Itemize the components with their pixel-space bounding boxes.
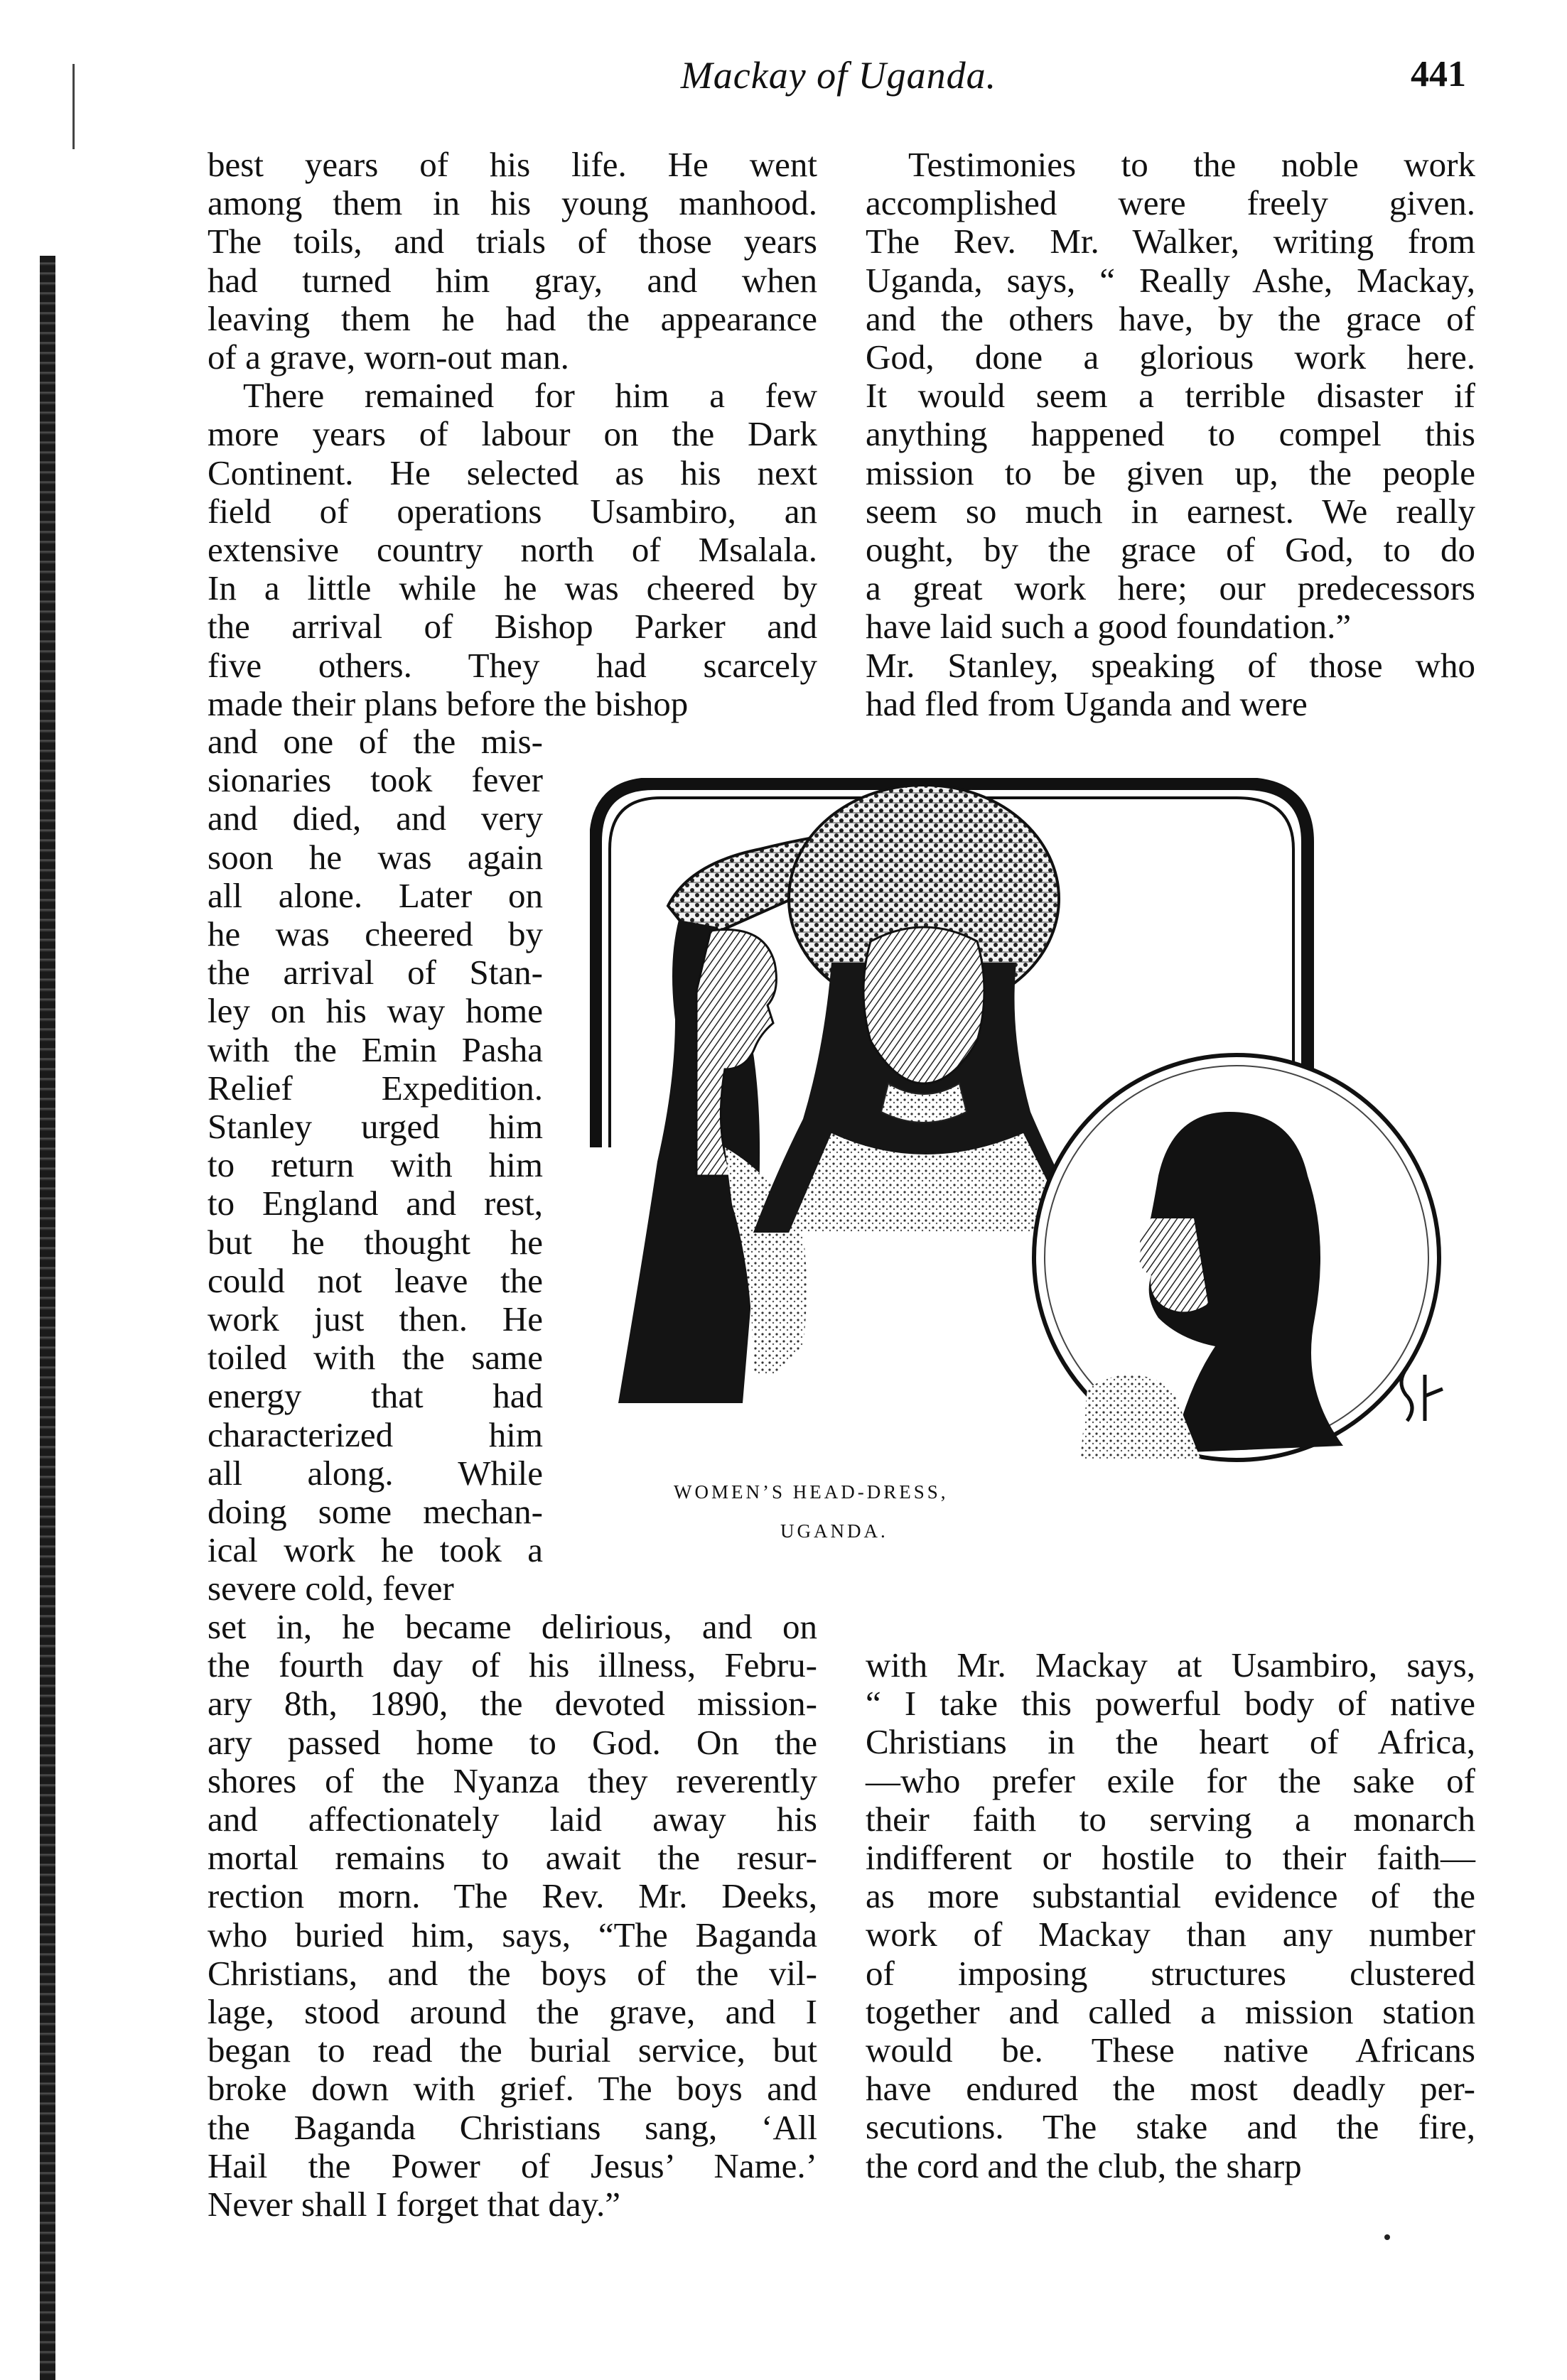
text-line: severe cold, fever: [208, 1569, 454, 1608]
text-line: he was cheered by: [208, 914, 543, 953]
text-line: lage, stood around the grave, and I: [208, 1992, 817, 2031]
text-line: the cord and the club, the sharp: [866, 2146, 1302, 2185]
text-line: with Mr. Mackay at Usambiro, says,: [866, 1645, 1475, 1684]
text-line: more years of labour on the Dark: [208, 414, 817, 454]
text-line: with the Emin Pasha: [208, 1029, 543, 1069]
text-line: five others. They had scarcely: [208, 645, 817, 685]
text-line: but he thought he: [208, 1222, 543, 1262]
text-line: shores of the Nyanza they reverently: [208, 1760, 817, 1800]
text-line: the Baganda Christians sang, ‘All: [208, 2107, 817, 2147]
text-line: Christians, and the boys of the vil-: [208, 1953, 817, 1993]
text-line: who buried him, says, “The Baganda: [208, 1915, 817, 1954]
text-line: Relief Expedition.: [208, 1068, 543, 1108]
text-line: God, done a glorious work here.: [866, 337, 1475, 377]
text-line: field of operations Usambiro, an: [208, 491, 817, 531]
illustration-womens-head-dress: [590, 778, 1507, 1680]
text-line: There remained for him a few: [243, 376, 817, 416]
text-line: began to read the burial service, but: [208, 2030, 817, 2070]
text-line: all alone. Later on: [208, 875, 543, 915]
text-line: secutions. The stake and the fire,: [866, 2107, 1475, 2147]
text-line: characterized him: [208, 1415, 543, 1454]
text-line: Christians in the heart of Africa,: [866, 1722, 1475, 1762]
text-line: It would seem a terrible disaster if: [866, 376, 1475, 416]
text-line: Continent. He selected as his next: [208, 453, 817, 492]
text-line: and died, and very: [208, 799, 543, 838]
text-line: —who prefer exile for the sake of: [866, 1760, 1475, 1800]
text-line: ought, by the grace of God, to do: [866, 530, 1475, 569]
text-line: ley on his way home: [208, 991, 543, 1031]
text-line: In a little while he was cheered by: [208, 568, 817, 608]
text-line: best years of his life. He went: [208, 145, 817, 184]
text-line: would be. These native Africans: [866, 2030, 1475, 2070]
figure-caption-line-2: UGANDA.: [780, 1520, 888, 1542]
text-line: Uganda, says, “ Really Ashe, Mackay,: [866, 260, 1475, 300]
text-line: work just then. He: [208, 1299, 543, 1338]
text-line: Testimonies to the noble work: [908, 145, 1475, 184]
text-line: Never shall I forget that day.”: [208, 2185, 620, 2224]
text-line: and the others have, by the grace of: [866, 298, 1475, 338]
text-line: of imposing structures clustered: [866, 1953, 1475, 1993]
text-line: mission to be given up, the people: [866, 453, 1475, 492]
text-line: and one of the mis-: [208, 722, 543, 761]
text-line: Hail the Power of Jesus’ Name.’: [208, 2146, 817, 2185]
text-line: have laid such a good foundation.”: [866, 607, 1352, 647]
text-line: energy that had: [208, 1376, 543, 1416]
text-line: Mr. Stanley, speaking of those who: [866, 645, 1475, 685]
text-line: had turned him gray, and when: [208, 260, 817, 300]
binding-edge: [40, 256, 55, 2380]
text-line: to return with him: [208, 1145, 543, 1185]
text-line: The Rev. Mr. Walker, writing from: [866, 222, 1475, 261]
text-line: soon he was again: [208, 837, 543, 877]
text-line: set in, he became delirious, and on: [208, 1607, 817, 1646]
text-line: have endured the most deadly per-: [866, 2069, 1475, 2109]
text-line: rection morn. The Rev. Mr. Deeks,: [208, 1876, 817, 1916]
text-line: the arrival of Stan-: [208, 953, 543, 992]
binding-mark: [72, 64, 75, 149]
text-line: extensive country north of Msalala.: [208, 530, 817, 569]
text-line: indifferent or hostile to their faith—: [866, 1838, 1475, 1877]
text-line: as more substantial evidence of the: [866, 1876, 1475, 1916]
text-line: accomplished were freely given.: [866, 183, 1475, 223]
text-line: “ I take this powerful body of native: [866, 1684, 1475, 1724]
woman-medallion-figure: [1034, 1055, 1439, 1460]
text-line: of a grave, worn-out man.: [208, 337, 569, 377]
text-line: work of Mackay than any number: [866, 1915, 1475, 1954]
text-line: could not leave the: [208, 1260, 543, 1300]
ink-speck: [1384, 2234, 1390, 2240]
text-line: leaving them he had the appearance: [208, 298, 817, 338]
text-line: among them in his young manhood.: [208, 183, 817, 223]
text-line: made their plans before the bishop: [208, 683, 689, 723]
text-line: ary passed home to God. On the: [208, 1722, 817, 1762]
text-line: sionaries took fever: [208, 760, 543, 800]
text-line: seem so much in earnest. We really: [866, 491, 1475, 531]
text-line: together and called a mission station: [866, 1991, 1475, 2031]
text-line: their faith to serving a monarch: [866, 1799, 1475, 1839]
text-line: anything happened to compel this: [866, 414, 1475, 454]
text-line: ary 8th, 1890, the devoted mission-: [208, 1684, 817, 1724]
page-number: 441: [1411, 54, 1466, 94]
text-line: and affectionately laid away his: [208, 1800, 817, 1839]
running-title: Mackay of Uganda.: [680, 54, 997, 97]
text-line: ical work he took a: [208, 1530, 543, 1570]
text-line: doing some mechan-: [208, 1492, 543, 1531]
text-line: The toils, and trials of those years: [208, 222, 817, 261]
text-line: the fourth day of his illness, Febru-: [208, 1645, 817, 1685]
text-line: had fled from Uganda and were: [866, 683, 1308, 723]
artist-monogram: [1401, 1368, 1443, 1421]
text-line: mortal remains to await the resur-: [208, 1838, 817, 1878]
text-line: to England and rest,: [208, 1184, 543, 1223]
text-line: a great work here; our predecessors: [866, 568, 1475, 608]
text-line: toiled with the same: [208, 1338, 543, 1378]
figure-caption-line-1: WOMEN’S HEAD-DRESS,: [674, 1481, 949, 1503]
text-line: all along. While: [208, 1453, 543, 1493]
engraving-illustration: [590, 778, 1507, 1680]
woman-frontal-figure: [753, 785, 1087, 1233]
text-line: the arrival of Bishop Parker and: [208, 607, 817, 647]
text-line: broke down with grief. The boys and: [208, 2069, 817, 2109]
text-line: Stanley urged him: [208, 1107, 543, 1146]
